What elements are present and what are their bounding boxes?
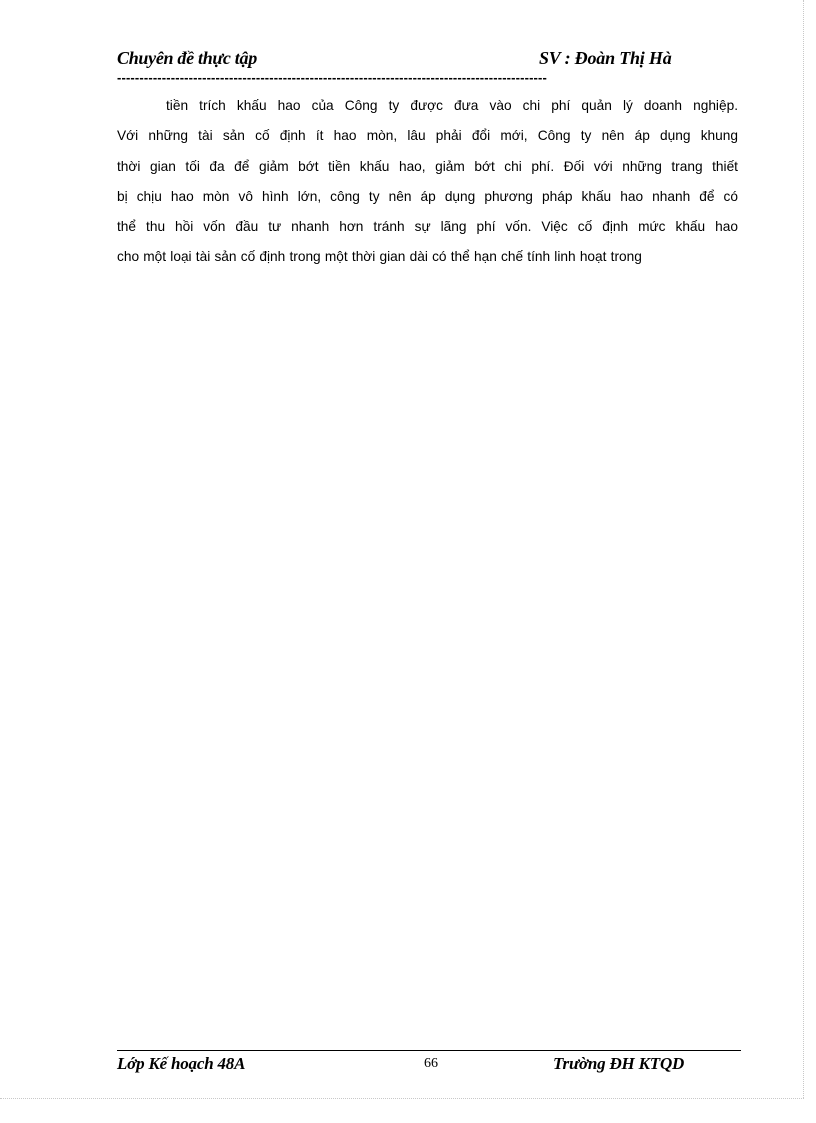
body-paragraph xyxy=(117,91,738,273)
footer-rule xyxy=(117,1050,741,1051)
paragraph-line: thời gian tối đa để giảm bớt tiền khấu hao, giảm bớt chi phí. Đối với những trang thiết xyxy=(117,158,738,174)
footer-school: Trường ĐH KTQD xyxy=(553,1054,685,1073)
paragraph-line: tiền trích khấu hao của Công ty được đưa vào chi phí quản lý doanh nghiệp. xyxy=(166,98,738,113)
header-author: SV : Đoàn Thị Hà xyxy=(539,48,672,68)
header-dashed-rule: ------------------------------------------------------------------------------------------------ xyxy=(117,71,547,85)
paragraph-line: thể thu hồi vốn đầu tư nhanh hơn tránh sự lãng phí vốn. Việc cố định mức khấu hao xyxy=(117,219,738,235)
paragraph-line: cho một loại tài sản cố định trong một thời gian dài có thể hạn chế tính linh hoạt trong xyxy=(117,249,642,265)
page-number: 66 xyxy=(424,1056,438,1071)
header-title: Chuyên đề thực tập xyxy=(117,48,257,68)
paragraph-line: bị chịu hao mòn vô hình lớn, công ty nên áp dụng phương pháp khấu hao nhanh để có xyxy=(117,188,738,204)
footer-class-name: Lớp Kế hoạch 48A xyxy=(117,1054,246,1073)
page-border-right xyxy=(803,0,804,1098)
page-border-bottom xyxy=(0,1098,804,1099)
paragraph-line: Với những tài sản cố định ít hao mòn, lâu phải đổi mới, Công ty nên áp dụng khung xyxy=(117,128,738,144)
